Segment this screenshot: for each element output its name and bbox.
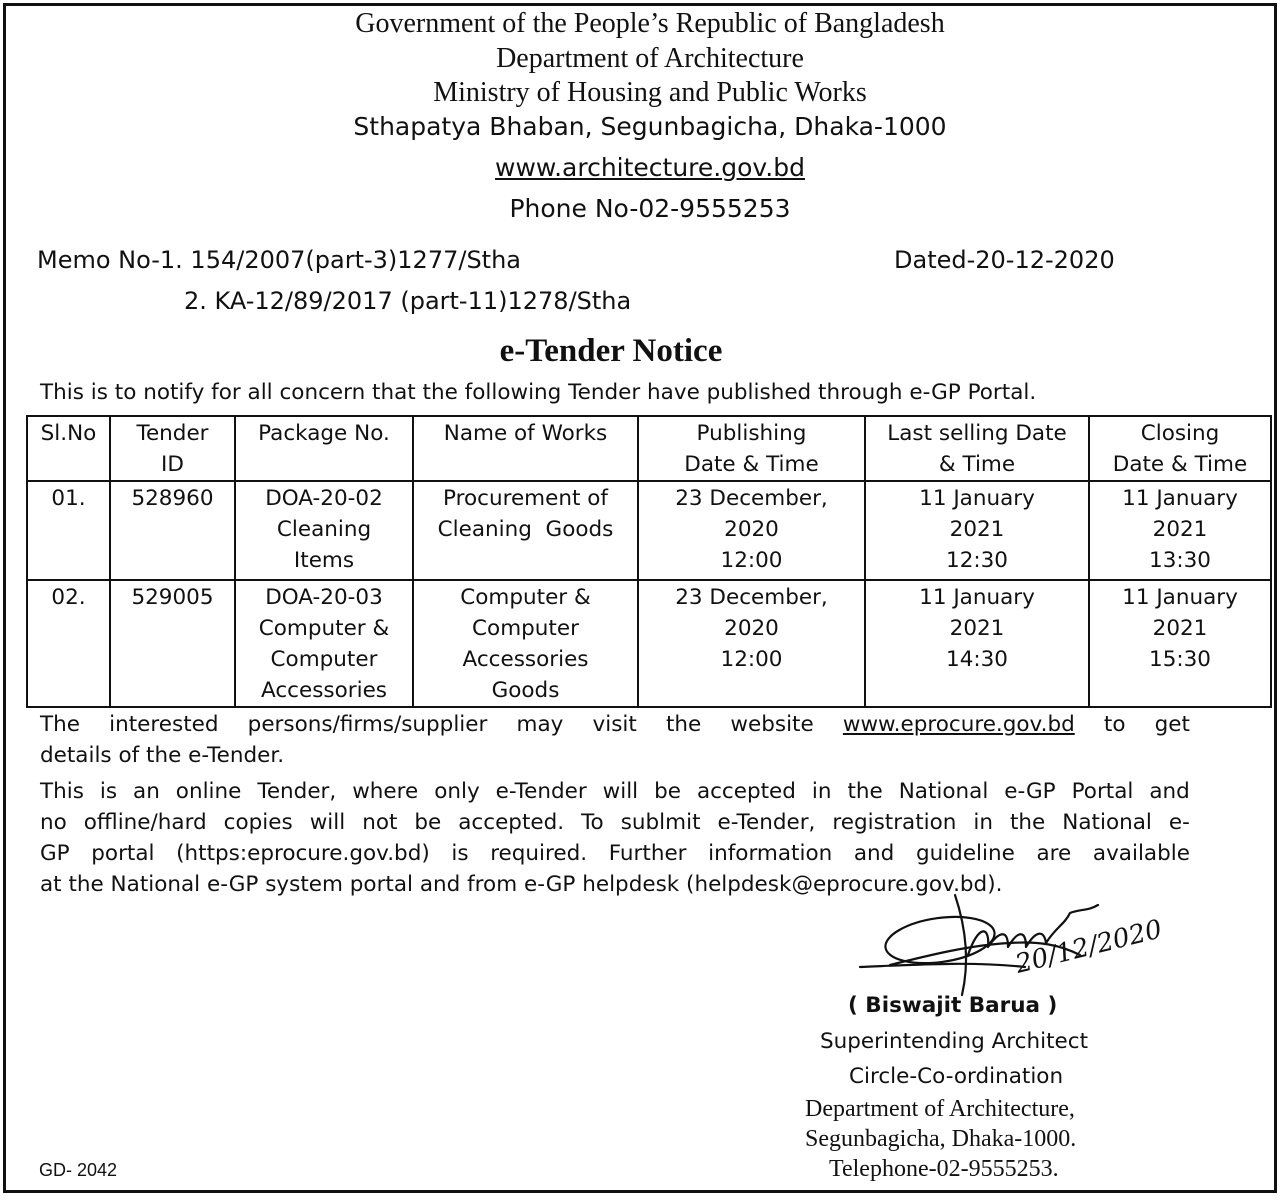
word: sublmit <box>620 810 701 835</box>
memo-date: Dated-20-12-2020 <box>894 246 1115 274</box>
word: information <box>708 841 833 866</box>
eprocure-link[interactable]: www.eprocure.gov.bd <box>842 712 1075 737</box>
word: website <box>730 712 814 737</box>
word: get <box>1154 712 1190 737</box>
header-ministry: Ministry of Housing and Public Works <box>433 77 867 108</box>
word: National <box>898 779 989 804</box>
word: in <box>973 810 994 835</box>
header-department: Department of Architecture <box>496 43 804 74</box>
word: is <box>451 841 469 866</box>
word: accepted <box>696 779 796 804</box>
header-name-of-works: Name of Works <box>413 416 638 481</box>
word: Tender, <box>257 779 337 804</box>
word: e- <box>1168 810 1190 835</box>
notice-title: e-Tender Notice <box>499 333 723 369</box>
word: e-GP <box>1004 779 1056 804</box>
cell-sl: 01. <box>27 481 110 580</box>
word: GP <box>40 841 70 866</box>
paragraph-visit-website <box>40 709 1190 771</box>
header-tender-id: Tender ID <box>110 416 235 481</box>
header-address: Sthapatya Bhaban, Segunbagicha, Dhaka-1000 <box>353 112 947 141</box>
website-link[interactable]: www.architecture.gov.bd <box>495 153 805 182</box>
word: be <box>414 810 442 835</box>
word: not <box>362 810 398 835</box>
paragraph-online-line: at the National e-GP system portal and from e-GP helpdesk (helpdesk@eprocure.gov.bd). <box>40 872 1003 897</box>
word: may <box>516 712 564 737</box>
tender-table <box>26 415 1272 708</box>
word: the <box>847 779 883 804</box>
header-sl-no: Sl.No <box>27 416 110 481</box>
word: Further <box>608 841 687 866</box>
signature-handwritten-date: 20/12/2020 <box>1012 914 1166 980</box>
word: only <box>434 779 480 804</box>
word: (https:eprocure.gov.bd) <box>176 841 430 866</box>
word: in <box>811 779 832 804</box>
word: registration <box>832 810 957 835</box>
intro-text: This is to notify for all concern that the following Tender have published through e-GP Portal. <box>40 380 1037 405</box>
cell-last-selling: 11 January 2021 12:30 <box>865 481 1089 580</box>
word: is <box>99 779 118 804</box>
word: accepted. <box>458 810 565 835</box>
cell-package: DOA-20-02 Cleaning Items <box>235 481 413 580</box>
word: guideline <box>915 841 1015 866</box>
cell-publishing: 23 December, 2020 12:00 <box>638 481 865 580</box>
table-row <box>27 580 1271 707</box>
word: be <box>654 779 681 804</box>
word: the <box>665 712 702 737</box>
word: portal <box>91 841 155 866</box>
signatory-department: Department of Architecture, <box>805 1096 1075 1122</box>
word: To <box>581 810 604 835</box>
word: no <box>40 810 67 835</box>
word: will <box>309 810 346 835</box>
word: Portal <box>1071 779 1134 804</box>
paragraph-visit-line-2: details of the e-Tender. <box>40 743 285 768</box>
signatory-circle: Circle-Co-ordination <box>849 1064 1064 1089</box>
memo-line-1: Memo No-1. 154/2007(part-3)1277/Stha <box>37 246 522 274</box>
header-phone: Phone No-02-9555253 <box>509 194 791 223</box>
word: e-Tender <box>495 779 587 804</box>
word: to <box>1103 712 1126 737</box>
signatory-name: ( Biswajit Barua ) <box>848 993 1058 1018</box>
cell-last-selling: 11 January 2021 14:30 <box>865 580 1089 707</box>
word: The <box>40 712 80 737</box>
signatory-designation: Superintending Architect <box>820 1029 1089 1054</box>
word: an <box>133 779 160 804</box>
word: and <box>853 841 895 866</box>
word: visit <box>592 712 637 737</box>
header-website-wrap <box>0 153 1286 182</box>
table-row <box>27 481 1271 580</box>
cell-works: Computer & Computer Accessories Goods <box>413 580 638 707</box>
cell-closing: 11 January 2021 15:30 <box>1089 580 1271 707</box>
word: where <box>352 779 419 804</box>
footer-code: GD- 2042 <box>39 1160 118 1180</box>
word: National <box>1062 810 1152 835</box>
word: online <box>175 779 242 804</box>
word: copies <box>223 810 293 835</box>
cell-publishing: 23 December, 2020 12:00 <box>638 580 865 707</box>
word: offline/hard <box>83 810 207 835</box>
cell-closing: 11 January 2021 13:30 <box>1089 481 1271 580</box>
word: available <box>1092 841 1190 866</box>
header-closing: Closing Date & Time <box>1089 416 1271 481</box>
word: This <box>40 779 84 804</box>
word: persons/firms/supplier <box>247 712 488 737</box>
word: the <box>1010 810 1046 835</box>
paragraph-online-line <box>40 776 1190 807</box>
header-government: Government of the People’s Republic of Bangladesh <box>355 8 945 39</box>
word: e-Tender, <box>717 810 816 835</box>
paragraph-online-line <box>40 838 1190 869</box>
header-publishing: Publishing Date & Time <box>638 416 865 481</box>
word: interested <box>109 712 219 737</box>
cell-package: DOA-20-03 Computer & Computer Accessories <box>235 580 413 707</box>
header-package-no: Package No. <box>235 416 413 481</box>
word: and <box>1149 779 1190 804</box>
word: required. <box>490 841 588 866</box>
word: are <box>1036 841 1072 866</box>
cell-works: Procurement of Cleaning Goods <box>413 481 638 580</box>
signatory-address: Segunbagicha, Dhaka-1000. <box>805 1126 1077 1152</box>
paragraph-online-line <box>40 807 1190 838</box>
word: will <box>602 779 639 804</box>
paragraph-visit-line-1 <box>40 709 1190 740</box>
table-header-row <box>27 416 1271 481</box>
cell-sl: 02. <box>27 580 110 707</box>
memo-line-2: 2. KA-12/89/2017 (part-11)1278/Stha <box>184 287 632 315</box>
header-last-selling: Last selling Date & Time <box>865 416 1089 481</box>
paragraph-online-tender <box>40 776 1190 900</box>
cell-tender-id: 529005 <box>110 580 235 707</box>
signature-image <box>850 885 1190 1005</box>
cell-tender-id: 528960 <box>110 481 235 580</box>
signatory-telephone: Telephone-02-9555253. <box>829 1156 1059 1182</box>
